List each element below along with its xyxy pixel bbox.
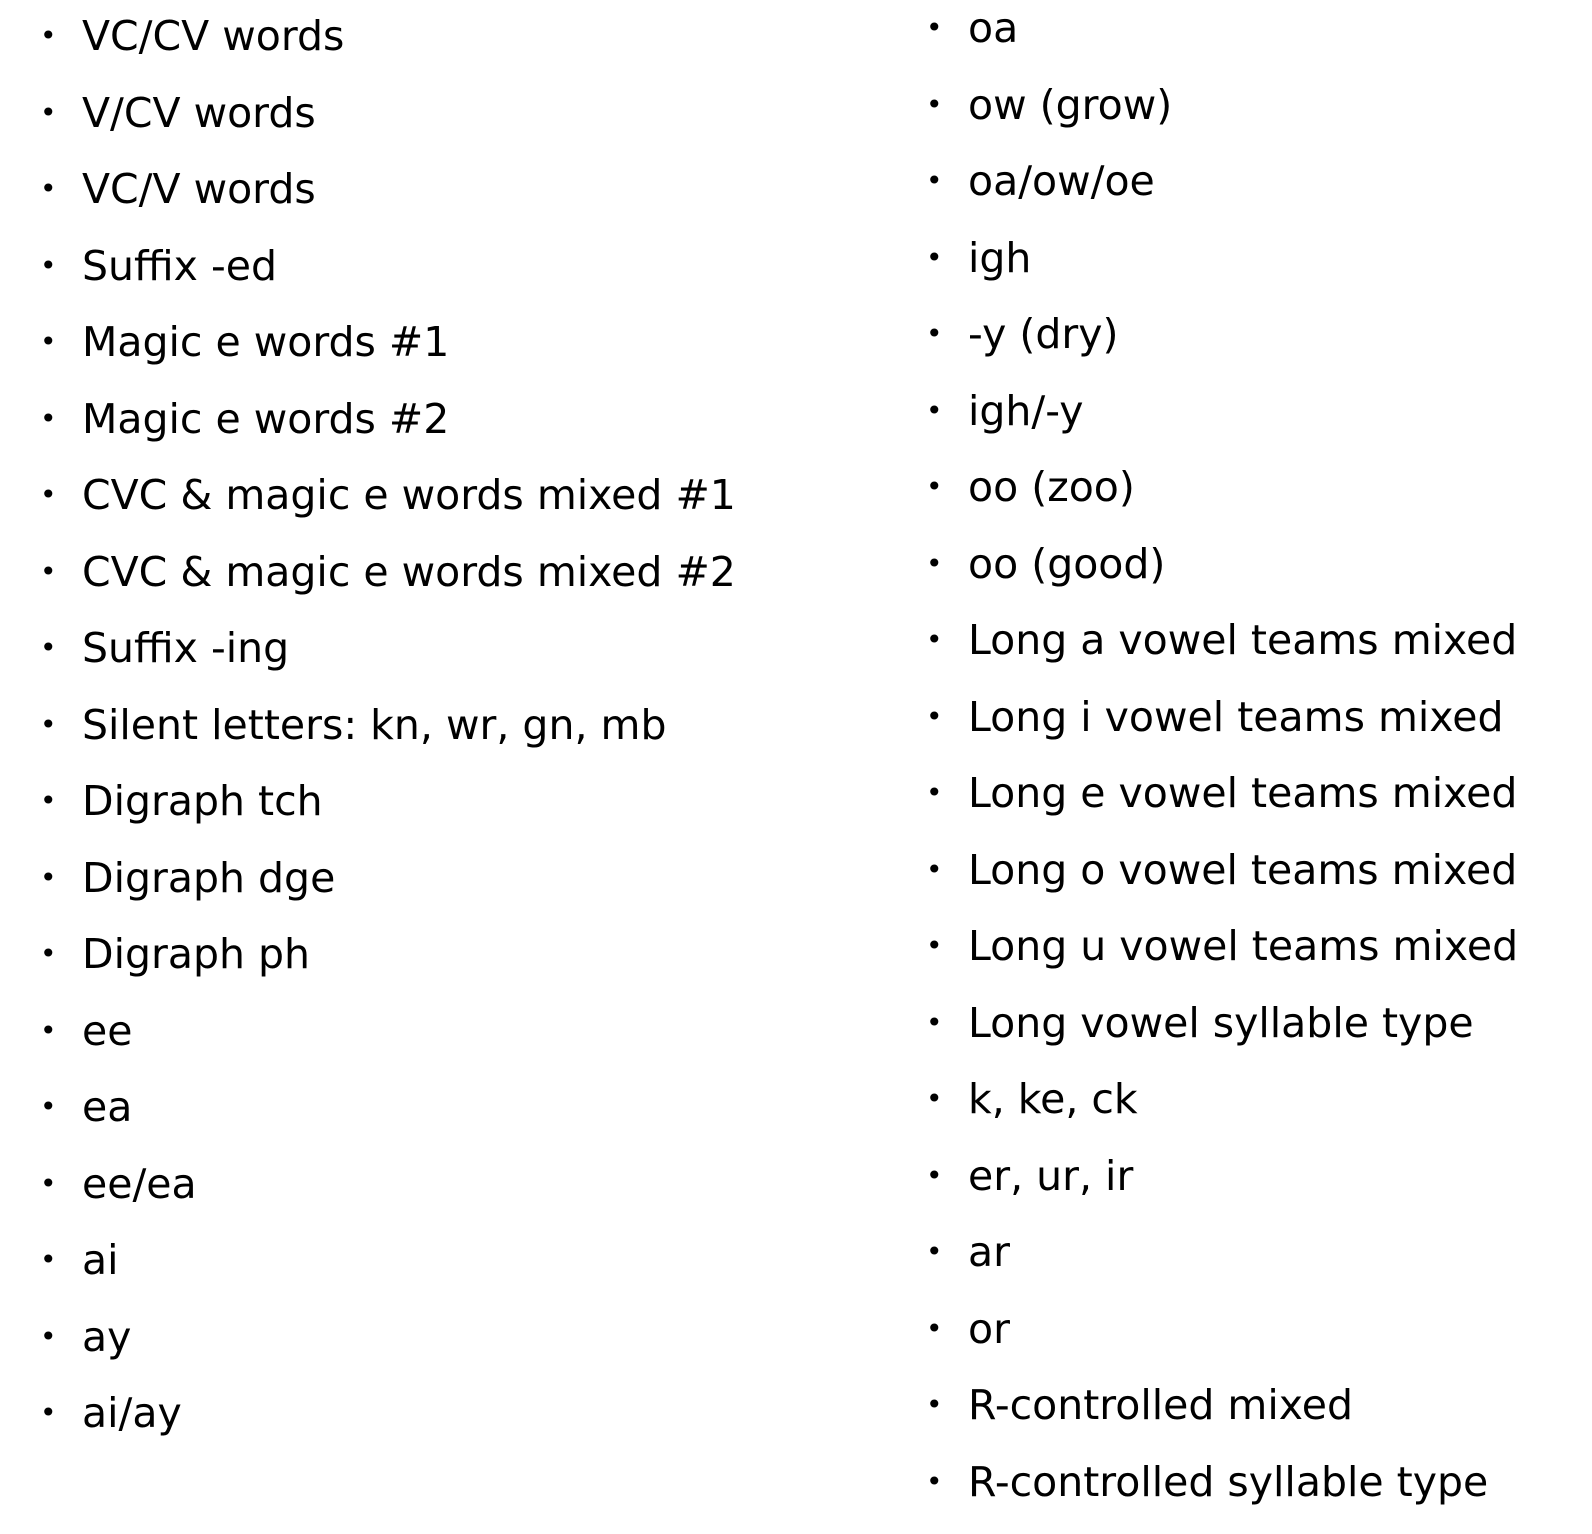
list-item-label: igh xyxy=(968,233,1032,282)
bullet-icon: • xyxy=(926,164,943,197)
list-item xyxy=(926,995,1518,1072)
bullet-icon: • xyxy=(926,929,943,962)
list-item-label: ai xyxy=(82,1236,119,1284)
list-item xyxy=(926,765,1518,842)
bullet-icon: • xyxy=(40,554,57,588)
list-item xyxy=(926,77,1518,154)
bullet-icon: • xyxy=(40,1090,57,1123)
bullet-icon: • xyxy=(926,317,943,350)
list-item xyxy=(40,926,736,1003)
list-item-label: Digraph ph xyxy=(82,930,311,978)
bullet-icon: • xyxy=(926,1005,943,1039)
bullet-icon: • xyxy=(40,860,57,894)
bullet-icon: • xyxy=(40,707,57,741)
list-item xyxy=(926,612,1518,689)
list-item-label: ay xyxy=(82,1312,132,1361)
bullet-icon: • xyxy=(926,546,943,580)
list-item xyxy=(40,773,736,850)
list-item-label: oo (zoo) xyxy=(968,463,1135,511)
bullet-icon: • xyxy=(926,11,943,44)
bullet-icon: • xyxy=(926,393,943,427)
list-item-label: Suffix -ing xyxy=(82,624,290,672)
list-item xyxy=(926,459,1518,536)
list-item-label: or xyxy=(968,1304,1010,1353)
list-item-label: ee/ea xyxy=(82,1159,197,1208)
list-item-label: Magic e words #1 xyxy=(82,318,450,366)
list-item-label: Long o vowel teams mixed xyxy=(968,845,1518,894)
list-item xyxy=(40,620,736,697)
list-item xyxy=(926,1377,1518,1454)
bullet-icon: • xyxy=(40,1166,57,1200)
list-item-label: Silent letters: kn, wr, gn, mb xyxy=(82,700,667,749)
list-item xyxy=(40,314,736,391)
list-item-label: er, ur, ir xyxy=(968,1151,1134,1200)
bullet-icon: • xyxy=(926,1235,943,1268)
list-item-label: ea xyxy=(82,1083,133,1131)
list-item-label: VC/V words xyxy=(82,165,316,213)
bullet-icon: • xyxy=(40,95,57,129)
list-item xyxy=(40,391,736,468)
list-item xyxy=(40,1156,736,1233)
list-item xyxy=(40,850,736,927)
list-item-label: -y (dry) xyxy=(968,310,1119,358)
left-column-list xyxy=(40,8,736,1462)
bullet-icon: • xyxy=(40,478,57,511)
list-item xyxy=(926,306,1518,383)
list-item-label: Long vowel syllable type xyxy=(968,998,1474,1047)
list-item xyxy=(926,1301,1518,1378)
list-item-label: V/CV words xyxy=(82,88,316,137)
list-item xyxy=(926,918,1518,995)
bullet-icon: • xyxy=(926,852,943,886)
list-item-label: CVC & magic e words mixed #2 xyxy=(82,547,736,596)
bullet-icon: • xyxy=(40,1013,57,1047)
list-item-label: ow (grow) xyxy=(968,80,1173,129)
list-item-label: VC/CV words xyxy=(82,12,345,60)
bullet-icon: • xyxy=(926,240,943,274)
list-item-label: k, ke, ck xyxy=(968,1075,1138,1123)
bullet-icon: • xyxy=(926,1311,943,1345)
list-item-label: R-controlled mixed xyxy=(968,1381,1353,1429)
list-item-label: Suffix -ed xyxy=(82,241,277,290)
list-item xyxy=(926,536,1518,613)
list-item-label: ee xyxy=(82,1006,133,1055)
bullet-icon: • xyxy=(926,1388,943,1421)
list-item-label: Long u vowel teams mixed xyxy=(968,922,1519,970)
bullet-icon: • xyxy=(926,699,943,733)
list-item xyxy=(40,85,736,162)
bullet-icon: • xyxy=(40,401,57,435)
bullet-icon: • xyxy=(40,631,57,664)
bullet-icon: • xyxy=(926,623,943,656)
bullet-icon: • xyxy=(40,172,57,205)
list-item-label: oo (good) xyxy=(968,539,1166,588)
list-item xyxy=(926,842,1518,919)
list-item xyxy=(40,544,736,621)
bullet-icon: • xyxy=(40,19,57,52)
list-item-label: ar xyxy=(968,1228,1010,1276)
list-item xyxy=(926,1224,1518,1301)
list-item-label: oa xyxy=(968,4,1019,52)
bullet-icon: • xyxy=(926,1464,943,1498)
list-item-label: igh/-y xyxy=(968,386,1084,435)
bullet-icon: • xyxy=(40,325,57,358)
bullet-icon: • xyxy=(926,1082,943,1115)
list-item xyxy=(40,1003,736,1080)
list-item xyxy=(40,8,736,85)
bullet-icon: • xyxy=(40,1396,57,1429)
list-item-label: Long a vowel teams mixed xyxy=(968,616,1518,664)
list-item xyxy=(40,697,736,774)
bullet-icon: • xyxy=(926,1158,943,1192)
list-item xyxy=(926,230,1518,307)
bullet-icon: • xyxy=(40,1243,57,1276)
list-item xyxy=(926,383,1518,460)
list-item xyxy=(40,467,736,544)
list-item-label: oa/ow/oe xyxy=(968,157,1155,205)
list-item xyxy=(40,1079,736,1156)
list-item xyxy=(40,161,736,238)
list-item-label: R-controlled syllable type xyxy=(968,1457,1489,1506)
list-item xyxy=(40,1232,736,1309)
list-item xyxy=(926,153,1518,230)
list-item xyxy=(926,0,1518,77)
list-item xyxy=(926,1148,1518,1225)
list-item xyxy=(926,1454,1518,1531)
list-item-label: ai/ay xyxy=(82,1389,182,1437)
list-item-label: Digraph dge xyxy=(82,853,336,902)
list-item xyxy=(40,238,736,315)
list-item-label: Long e vowel teams mixed xyxy=(968,769,1518,817)
bullet-icon: • xyxy=(40,937,57,970)
bullet-icon: • xyxy=(926,87,943,121)
bullet-icon: • xyxy=(926,776,943,809)
bullet-icon: • xyxy=(40,248,57,282)
list-item xyxy=(40,1385,736,1462)
list-item xyxy=(40,1309,736,1386)
bullet-icon: • xyxy=(40,1319,57,1353)
list-item xyxy=(926,689,1518,766)
list-item-label: Long i vowel teams mixed xyxy=(968,692,1504,741)
list-item-label: Digraph tch xyxy=(82,777,323,825)
list-item xyxy=(926,1071,1518,1148)
bullet-icon: • xyxy=(926,470,943,503)
bullet-icon: • xyxy=(40,784,57,817)
list-item-label: CVC & magic e words mixed #1 xyxy=(82,471,736,519)
list-item-label: Magic e words #2 xyxy=(82,394,450,443)
right-column-list xyxy=(926,0,1518,1530)
